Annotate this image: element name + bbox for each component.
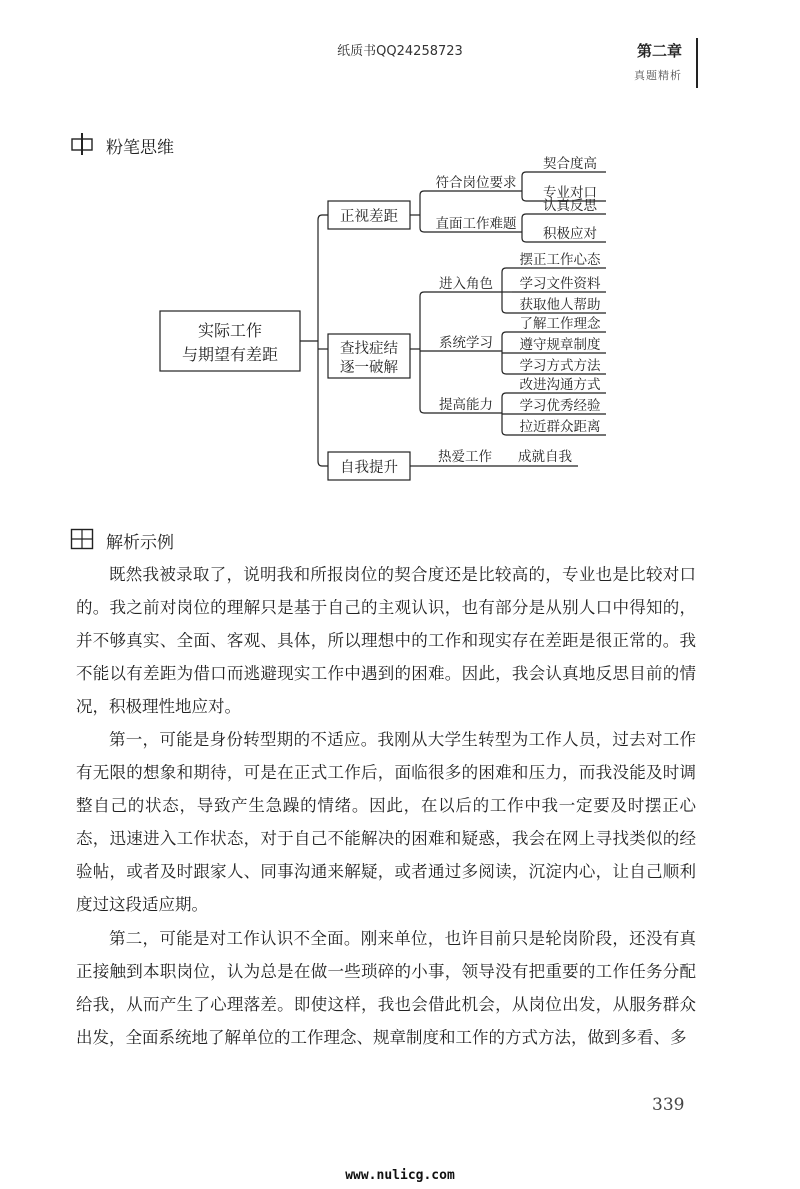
paragraph-second: 第二，可能是对工作认识不全面。刚来单位，也许目前只是轮岗阶段，还没有真正接触到本职岗位，认为总是在做一些琐碎的小事，领导没有把重要的工作任务分配给我，从而产生了心理落差。即使这样，我也会借此机会，从岗位出发，从服务群众出发，全面系统地了解单位的工作理念、规章制度和工作的方式方法，做到多看、多 <box>76 929 696 1047</box>
branch-find-crux-line1: 查找症结 <box>340 341 398 357</box>
leaf-respond: 积极应对 <box>543 226 597 242</box>
sub-face-difficulty: 直面工作难题 <box>435 216 517 232</box>
paragraph-intro: 既然我被录取了，说明我和所报岗位的契合度还是比较高的，专业也是比较对口的。我之前对岗位的理解只是基于自己的主观认识，也有部分是从别人口中得知的，并不够真实、全面、客观、具体，所以理想中的工作和现实存在差距是很正常的。我不能以有差距为借口而逃避现实工作中遇到的困难。因此，我会认真地反思目前的情况，积极理性地应对。 <box>76 565 696 716</box>
leaf-help: 获取他人帮助 <box>519 297 601 313</box>
section-title-chalk-thinking: 粉笔思维 <box>106 138 174 158</box>
sub-enter-role: 进入角色 <box>439 276 493 292</box>
branch-find-crux-line2: 逐一破解 <box>340 360 398 376</box>
branch-face-gap: 正视差距 <box>340 209 398 225</box>
footer-url: www.nulicg.com <box>345 1168 455 1183</box>
analysis-example-icon <box>70 528 94 550</box>
sub-meet-post: 符合岗位要求 <box>435 175 517 191</box>
leaf-reflect: 认真反思 <box>543 198 597 214</box>
mind-map <box>0 0 800 520</box>
leaf-high-fit: 契合度高 <box>543 156 597 172</box>
paragraph-first: 第一，可能是身份转型期的不适应。我刚从大学生转型为工作人员，过去对工作有无限的想象和期待，可是在正式工作后，面临很多的困难和压力，而我没能及时调整自己的状态，导致产生急躁的情绪。因此，在以后的工作中我一定要及时摆正心态，迅速进入工作状态，对于自己不能解决的困难和疑惑，我会在网上寻找类似的经验帖，或者及时跟家人、同事沟通来解疑，或者通过多阅读，沉淀内心，让自己顺利度过这段适应期。 <box>76 730 696 914</box>
leaf-documents: 学习文件资料 <box>519 276 601 292</box>
section-title-analysis-example: 解析示例 <box>106 533 174 553</box>
leaf-love-work: 热爱工作 <box>438 449 492 465</box>
leaf-masses: 拉近群众距离 <box>519 419 601 435</box>
chapter-title: 第二章 <box>636 42 682 60</box>
mindmap-root-line1: 实际工作 <box>197 321 263 340</box>
sub-system-study: 系统学习 <box>439 335 493 351</box>
leaf-achieve-self: 成就自我 <box>518 449 572 465</box>
header-source: 纸质书QQ24258723 <box>337 44 463 59</box>
chapter-subtitle: 真题精析 <box>634 69 682 82</box>
sub-improve-ability: 提高能力 <box>439 397 493 413</box>
leaf-communication: 改进沟通方式 <box>519 377 601 393</box>
branch-self-improve: 自我提升 <box>340 460 398 476</box>
page-number: 339 <box>652 1095 685 1115</box>
leaf-major-match: 专业对口 <box>543 185 597 201</box>
leaf-methods: 学习方式方法 <box>519 358 601 374</box>
leaf-rules: 遵守规章制度 <box>519 337 601 353</box>
leaf-attitude: 摆正工作心态 <box>519 252 601 268</box>
leaf-concept: 了解工作理念 <box>519 316 601 332</box>
mindmap-root-line2: 与期望有差距 <box>181 345 279 364</box>
leaf-experience: 学习优秀经验 <box>519 398 601 414</box>
